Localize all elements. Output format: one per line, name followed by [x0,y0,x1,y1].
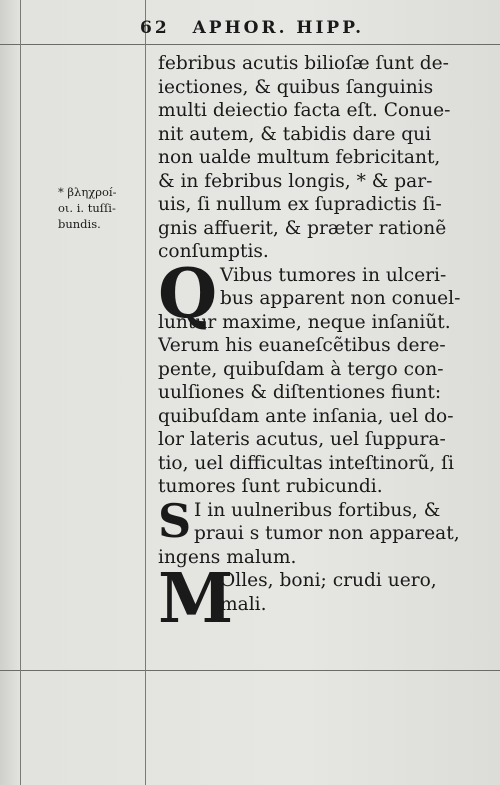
text-line: I in uulneribus fortibus, & [194,499,441,521]
text-line: luntur maxime, neque inſaniũt. [158,311,451,333]
text-line: uis, ſi nullum ex ſupradictis ſi- [158,194,442,215]
text-line: Olles, boni; crudi uero, [220,570,437,591]
drop-cap-s: S [158,493,192,548]
text-line: conſumptis. [158,241,269,262]
text-line: non ualde multum febricitant, [158,147,441,168]
footer-rule [0,670,500,671]
margin-note-line: bundis. [58,217,101,231]
text-line: gnis affuerit, & præter rationẽ [158,217,447,239]
text-line: Vibus tumores in ulceri- [220,264,447,286]
running-title: APHOR. HIPP. [192,18,365,38]
text-line: lor lateris acutus, uel ſuppura- [158,429,446,450]
left-border-rule [20,0,21,785]
text-line: febribus acutis bilioſæ ſunt de- [158,53,449,74]
text-line: pente, quibuſdam à tergo con- [158,358,444,380]
paragraph-continuation [158,52,496,264]
text-line: ingens malum. [158,546,297,568]
running-header [140,18,364,38]
margin-note-line: * βληχροí- [58,185,117,199]
header-rule [0,44,500,45]
drop-cap-m: M [158,559,234,639]
text-line: iectiones, & quibus ſanguinis [158,76,434,98]
text-line: uulſiones & diſtentiones fiunt: [158,382,442,403]
drop-cap-q: Q [158,253,218,334]
text-line: nit autem, & tabidis dare qui [158,123,432,145]
margin-note-line: οι. i. tuſſi- [58,201,116,215]
text-line: mali. [220,593,267,615]
text-line: tio, uel difficultas inteſtinorũ, ſi [158,452,455,474]
text-line: quibuſdam ante inſania, uel do- [158,405,454,427]
margin-note [58,184,150,232]
text-line: multi deiectio facta eſt. Conue- [158,100,451,121]
text-line: & in febribus longis, * & par- [158,170,433,192]
text-line: Verum his euaneſcẽtibus dere- [158,335,446,356]
aphorism-q [158,253,496,499]
page-number: 62 [140,18,170,38]
margin-divider-rule [145,0,146,785]
text-line: praui s tumor non appareat, [194,523,460,544]
main-text [158,52,496,639]
text-line: bus apparent non conuel- [220,288,461,309]
text-line: tumores ſunt rubicundi. [158,476,383,497]
aphorism-m [158,559,496,639]
